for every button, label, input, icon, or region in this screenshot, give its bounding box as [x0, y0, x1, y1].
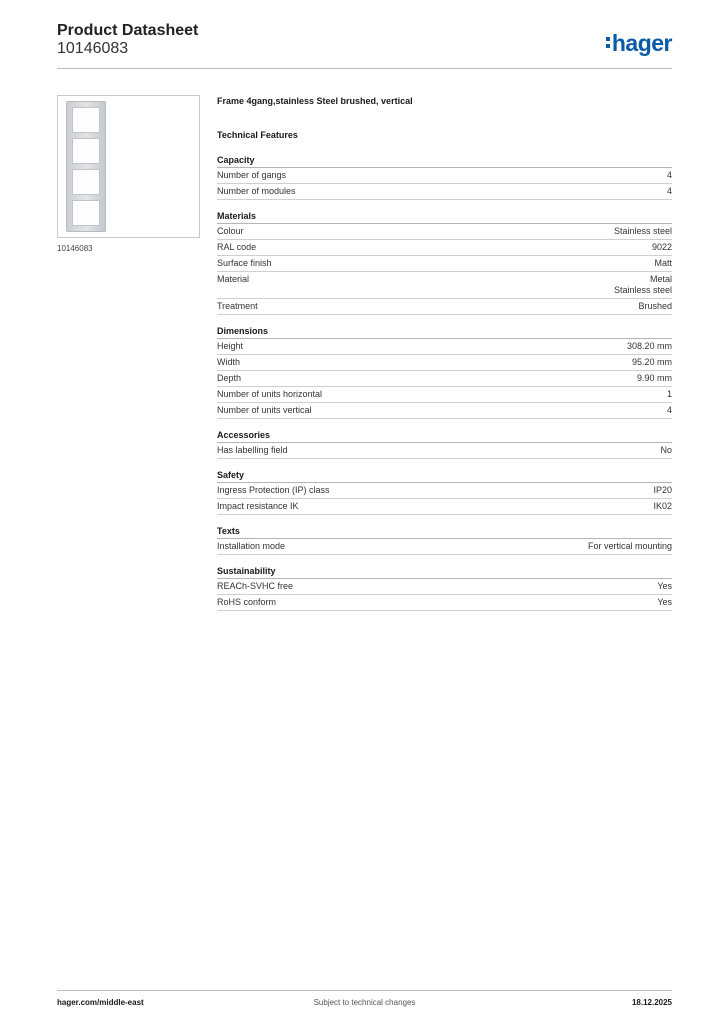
spec-section [217, 155, 672, 200]
spec-row [217, 256, 672, 272]
spec-content [217, 90, 672, 611]
spec-value: Yes [657, 597, 672, 607]
spec-key: Number of units horizontal [217, 389, 323, 399]
spec-section [217, 326, 672, 419]
image-caption: 10146083 [57, 244, 93, 253]
footer-divider [57, 990, 672, 991]
spec-section [217, 526, 672, 555]
spec-row [217, 403, 672, 419]
section-title: Sustainability [217, 566, 672, 579]
spec-key: Depth [217, 373, 242, 383]
spec-section [217, 211, 672, 315]
spec-row [217, 595, 672, 611]
spec-row [217, 339, 672, 355]
spec-row [217, 184, 672, 200]
spec-row [217, 168, 672, 184]
spec-value: Metal Stainless steel [613, 274, 672, 295]
spec-value: Yes [657, 581, 672, 591]
spec-key: Treatment [217, 301, 258, 311]
page-header [57, 20, 672, 70]
frame-4gang-image [66, 101, 106, 232]
spec-value: 9022 [651, 242, 672, 252]
spec-value: IP20 [653, 485, 672, 495]
spec-value: No [660, 445, 672, 455]
spec-key: RAL code [217, 242, 257, 252]
spec-key: REACh-SVHC free [217, 581, 294, 591]
spec-key: Number of modules [217, 186, 296, 196]
frame-cell [72, 107, 100, 133]
page-title: Product Datasheet [57, 22, 199, 39]
product-number: 10146083 [57, 40, 129, 57]
spec-row [217, 240, 672, 256]
section-title: Capacity [217, 155, 672, 168]
spec-row [217, 579, 672, 595]
hager-logo[interactable] [606, 30, 672, 57]
spec-key: Installation mode [217, 541, 286, 551]
spec-key: Material [217, 274, 250, 284]
spec-key: Width [217, 357, 241, 367]
product-image [57, 95, 200, 238]
frame-cell [72, 169, 100, 195]
spec-key: Number of gangs [217, 170, 287, 180]
header-divider [57, 68, 672, 69]
section-title: Accessories [217, 430, 672, 443]
spec-value: IK02 [653, 501, 672, 511]
frame-cell [72, 138, 100, 164]
section-title: Texts [217, 526, 672, 539]
spec-section [217, 566, 672, 611]
frame-cell [72, 200, 100, 226]
spec-row [217, 443, 672, 459]
spec-value: 4 [666, 186, 672, 196]
technical-features-heading: Technical Features [217, 130, 298, 140]
spec-row [217, 371, 672, 387]
spec-section [217, 430, 672, 459]
spec-row [217, 499, 672, 515]
spec-value: 95.20 mm [631, 357, 672, 367]
spec-sections [217, 155, 672, 611]
spec-key: Has labelling field [217, 445, 288, 455]
section-title: Materials [217, 211, 672, 224]
spec-key: Surface finish [217, 258, 272, 268]
spec-row [217, 224, 672, 240]
spec-value: Matt [654, 258, 672, 268]
footer-website-link[interactable]: hager.com/middle-east [57, 998, 144, 1007]
spec-value: 9.90 mm [636, 373, 672, 383]
spec-value: Brushed [638, 301, 672, 311]
spec-row [217, 355, 672, 371]
logo-text: hager [611, 30, 672, 56]
spec-row [217, 387, 672, 403]
footer-notice: Subject to technical changes [313, 998, 416, 1007]
spec-row [217, 539, 672, 555]
page-footer [57, 998, 672, 1010]
spec-key: RoHS conform [217, 597, 277, 607]
spec-value: 4 [666, 170, 672, 180]
spec-key: Number of units vertical [217, 405, 312, 415]
spec-value: Stainless steel [613, 226, 672, 236]
logo-dots-icon [606, 34, 610, 51]
spec-value: 308.20 mm [626, 341, 672, 351]
spec-row [217, 272, 672, 299]
spec-key: Height [217, 341, 244, 351]
product-description: Frame 4gang,stainless Steel brushed, vertical [217, 96, 413, 106]
spec-value: For vertical mounting [587, 541, 672, 551]
spec-key: Impact resistance IK [217, 501, 299, 511]
spec-section [217, 470, 672, 515]
section-title: Safety [217, 470, 672, 483]
footer-date: 18.12.2025 [631, 998, 672, 1007]
section-title: Dimensions [217, 326, 672, 339]
spec-row [217, 299, 672, 315]
spec-value: 1 [666, 389, 672, 399]
spec-row [217, 483, 672, 499]
spec-value: 4 [666, 405, 672, 415]
spec-key: Ingress Protection (IP) class [217, 485, 330, 495]
spec-key: Colour [217, 226, 244, 236]
